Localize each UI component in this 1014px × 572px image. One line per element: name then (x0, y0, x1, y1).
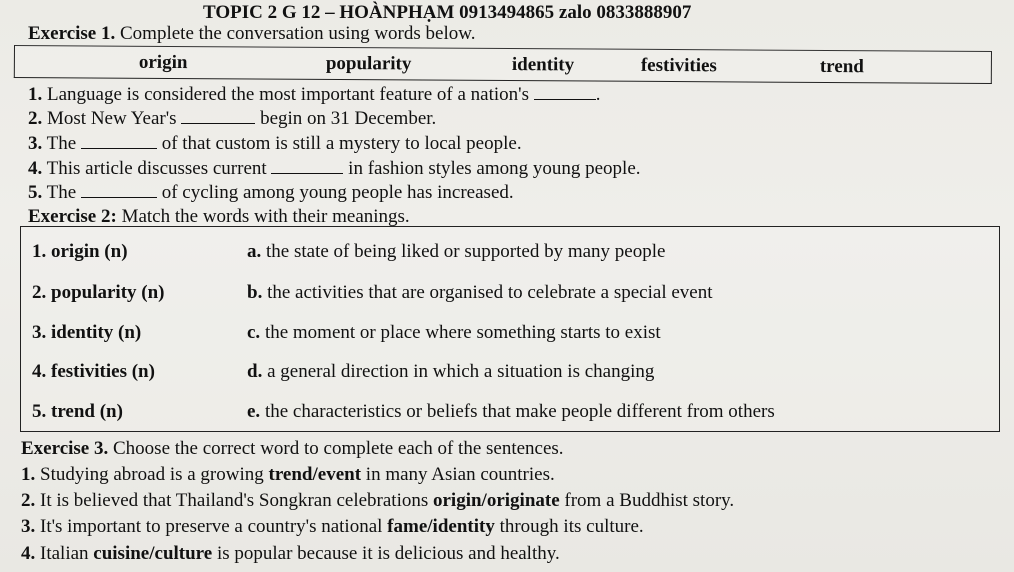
exercise1-title (28, 23, 475, 45)
exercise2-label: Exercise 2: (28, 206, 117, 227)
question-number: 5. (28, 182, 43, 203)
question-text: . (595, 84, 601, 105)
exercise2-title (28, 206, 410, 228)
word-choice[interactable]: fame/identity (387, 516, 495, 537)
sentence-text: is popular because it is delicious and healthy. (212, 543, 560, 564)
matching-term: 1. origin (n) (32, 241, 128, 262)
matching-definition (247, 361, 654, 383)
exercise1-question (28, 182, 514, 204)
sentence-number: 2. (21, 490, 36, 511)
word-bank-item: festivities (640, 54, 717, 77)
answer-blank[interactable] (81, 134, 157, 149)
worksheet-header: TOPIC 2 G 12 – HOÀNPHẠM 0913494865 zalo 0833888907 (203, 2, 692, 23)
question-text: begin on 31 December. (255, 108, 437, 129)
matching-definition (247, 401, 775, 423)
sentence-text: through its culture. (494, 516, 644, 537)
sentence-number: 3. (21, 516, 36, 537)
matching-definition (247, 241, 665, 263)
matching-table (20, 226, 1000, 432)
sentence-text: Italian (35, 543, 94, 564)
exercise3-title (21, 438, 564, 460)
exercise1-question (28, 84, 600, 106)
question-number: 2. (28, 108, 43, 129)
sentence-text: Studying abroad is a growing (35, 464, 269, 485)
question-text: The (42, 133, 81, 154)
matching-term: 4. festivities (n) (32, 361, 155, 382)
word-choice[interactable]: trend/event (268, 464, 362, 485)
answer-blank[interactable] (181, 109, 255, 124)
definition-text: a general direction in which a situation is changing (262, 361, 655, 382)
matching-definition (247, 282, 713, 304)
question-text: Language is considered the most important feature of a nation's (42, 84, 534, 105)
sentence-text: in many Asian countries. (361, 464, 555, 485)
definition-text: the characteristics or beliefs that make people different from others (260, 401, 775, 422)
sentence-text: It's important to preserve a country's national (35, 516, 388, 537)
exercise3-sentence (21, 490, 734, 512)
exercise3-sentence (21, 464, 555, 486)
answer-blank[interactable] (271, 159, 343, 174)
question-text: This article discusses current (42, 158, 272, 179)
word-bank-item: trend (819, 55, 864, 78)
exercise1-question (28, 108, 436, 130)
question-number: 4. (28, 158, 43, 179)
matching-term: 2. popularity (n) (32, 282, 165, 303)
matching-definition (247, 322, 661, 344)
matching-term: 5. trend (n) (32, 401, 123, 422)
word-choice[interactable]: cuisine/culture (93, 543, 213, 564)
question-text: The (42, 182, 81, 203)
exercise1-question (28, 158, 641, 180)
exercise3-sentence (21, 516, 644, 538)
question-text: Most New Year's (42, 108, 182, 129)
definition-letter: c. (247, 322, 261, 343)
definition-letter: d. (247, 361, 263, 382)
exercise3-sentence (21, 543, 560, 565)
word-bank-item: identity (511, 54, 575, 76)
word-choice[interactable]: origin/originate (433, 490, 560, 511)
sentence-text: It is believed that Thailand's Songkran celebrations (35, 490, 433, 511)
question-number: 1. (28, 84, 43, 105)
sentence-number: 4. (21, 543, 36, 564)
exercise1-question (28, 133, 522, 155)
answer-blank[interactable] (534, 85, 596, 100)
sentence-number: 1. (21, 464, 36, 485)
exercise1-label: Exercise 1. (28, 23, 116, 44)
word-bank (14, 45, 992, 84)
exercise1-instruction: Complete the conversation using words below. (115, 23, 476, 44)
definition-letter: b. (247, 282, 263, 303)
answer-blank[interactable] (81, 183, 157, 198)
sentence-text: from a Buddhist story. (559, 490, 735, 511)
definition-text: the state of being liked or supported by many people (261, 241, 666, 262)
definition-letter: e. (247, 401, 261, 422)
word-bank-item: origin (138, 51, 188, 74)
exercise3-label: Exercise 3. (21, 438, 109, 459)
definition-letter: a. (247, 241, 262, 262)
question-number: 3. (28, 133, 43, 154)
word-bank-item: popularity (325, 52, 412, 75)
question-text: in fashion styles among young people. (343, 158, 641, 179)
definition-text: the moment or place where something starts to exist (260, 322, 661, 343)
question-text: of that custom is still a mystery to local people. (156, 133, 522, 154)
matching-term: 3. identity (n) (32, 322, 142, 343)
exercise2-instruction: Match the words with their meanings. (116, 206, 410, 227)
exercise3-instruction: Choose the correct word to complete each of the sentences. (108, 438, 564, 459)
definition-text: the activities that are organised to celebrate a special event (262, 282, 713, 303)
question-text: of cycling among young people has increased. (156, 182, 514, 203)
